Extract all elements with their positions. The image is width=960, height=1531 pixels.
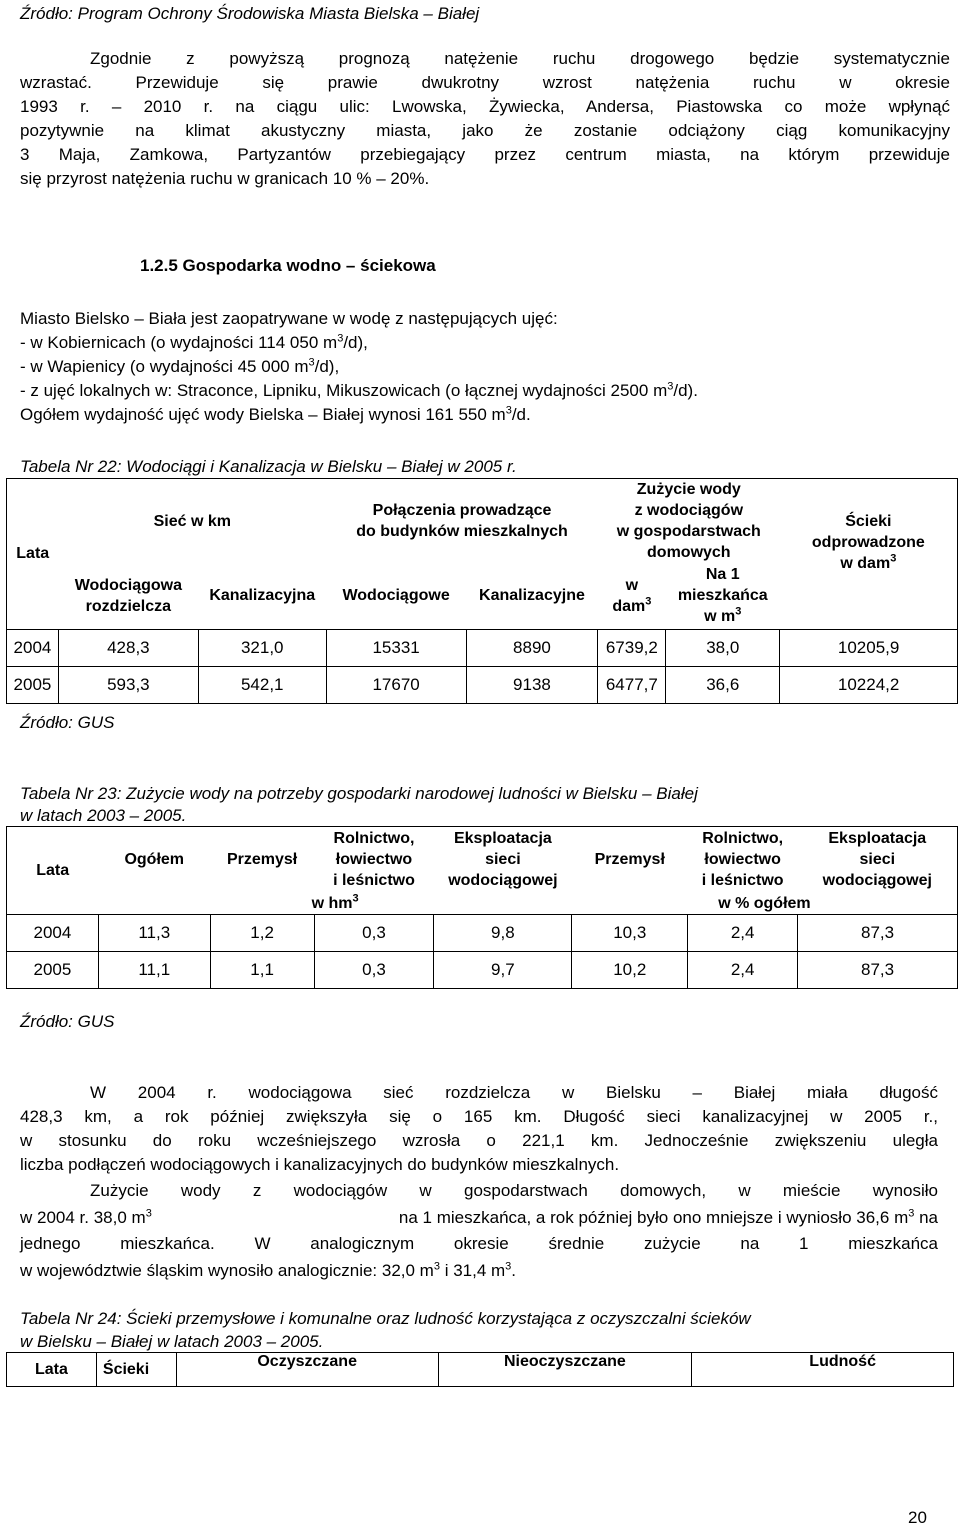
col-header-ogolem: Ogółem	[98, 827, 210, 893]
col-header-lata: Lata	[7, 827, 99, 915]
table-cell: 2005	[7, 952, 99, 989]
table-cell: 15331	[326, 629, 466, 666]
table-cell: 17670	[326, 666, 466, 703]
col-header-eksploatacja-pct: Eksploatacja sieci wodociągowej	[798, 827, 958, 893]
col-header-scieki: Ścieki odprowadzone w dam$^3$	[780, 479, 958, 630]
table-cell: 10,3	[572, 915, 688, 952]
table-cell: 2005	[7, 666, 59, 703]
table-row	[7, 952, 958, 989]
col-header-kanalizacyjne: Kanalizacyjne	[466, 563, 598, 629]
col-header-zuzycie: Zużycie wody z wodociągów w gospodarstwach domowych	[598, 479, 780, 564]
table-cell: 10224,2	[780, 666, 958, 703]
paragraph-line: w województwie śląskim wynosiło analogicznie: 32,0 $m^3$ i 31,4 $m^3$.	[20, 1260, 517, 1280]
col-header-przemysl: Przemysł	[210, 827, 314, 893]
col-header-przemysl-pct: Przemysł	[572, 827, 688, 893]
unit-hm3: w $hm^3$	[98, 893, 572, 915]
source-top: Źródło: Program Ochrony Środowiska Miasta Bielska – Białej	[20, 4, 480, 23]
table22-caption: Tabela Nr 22: Wodociągi i Kanalizacja w Bielsku – Białej w 2005 r.	[20, 457, 517, 476]
paragraph-line: wzrastać. Przewiduje się prawie dwukrotny wzrost natężenia ruchu w okresie	[20, 73, 950, 92]
page-number: 20	[908, 1508, 927, 1527]
paragraph-line: pozytywnie na klimat akustyczny miasta, jako że zostanie odciążony ciąg komunikacyjny	[20, 121, 950, 140]
table-cell: 8890	[466, 629, 598, 666]
table-cell: 593,3	[58, 666, 198, 703]
table-cell: 2004	[7, 915, 99, 952]
intake-item: - z ujęć lokalnych w: Straconce, Lipniku, Mikuszowicach (o łącznej wydajności 2500 $m^3/d$).	[20, 380, 698, 400]
table23-caption-line1: Tabela Nr 23: Zużycie wody na potrzeby gospodarki narodowej ludności w Bielsku – Białej	[20, 784, 698, 803]
table-cell: 11,1	[98, 952, 210, 989]
table-cell: 1,2	[210, 915, 314, 952]
col-header-wodociagowa: Wodociągowa rozdzielcza	[58, 563, 198, 629]
intake-item: - w Kobiernicach (o wydajności 114 050 $m^3/d$),	[20, 332, 368, 352]
col-header-scieki: Ścieki	[96, 1353, 176, 1387]
table-cell: 542,1	[198, 666, 326, 703]
paragraph-line: W 2004 r. wodociągowa sieć rozdzielcza w Bielsku – Białej miała długość	[90, 1083, 938, 1102]
table-cell: 11,3	[98, 915, 210, 952]
table-cell: 2,4	[688, 915, 798, 952]
table-cell: 2,4	[688, 952, 798, 989]
table-cell: 0,3	[314, 915, 434, 952]
col-header-rolnictwo-pct: Rolnictwo, łowiectwo i leśnictwo	[688, 827, 798, 893]
intakes-intro: Miasto Bielsko – Biała jest zaopatrywane w wodę z następujących ujęć:	[20, 309, 558, 328]
intake-item: - w Wapienicy (o wydajności 45 000 $m^3/d$),	[20, 356, 340, 376]
table22-source: Źródło: GUS	[20, 713, 115, 732]
table-row	[7, 629, 958, 666]
table-cell: 321,0	[198, 629, 326, 666]
table-row	[7, 915, 958, 952]
table-cell: 87,3	[798, 915, 958, 952]
col-header-siec: Sieć w km	[58, 479, 326, 564]
table-cell: 2004	[7, 629, 59, 666]
table-cell: 0,3	[314, 952, 434, 989]
paragraph-line: Zgodnie z powyższą prognozą natężenie ruchu drogowego będzie systematycznie	[90, 49, 950, 68]
paragraph-line: Zużycie wody z wodociągów w gospodarstwach domowych, w mieście wynosiło	[90, 1181, 938, 1200]
unit-percent: w % ogółem	[572, 893, 958, 915]
section-heading: 1.2.5 Gospodarka wodno – ściekowa	[140, 256, 436, 275]
table-cell: 38,0	[666, 629, 780, 666]
paragraph-line: w 2004 r. 38,0 $m^3$ na 1 mieszkańca, a rok później było ono mniejsze i wyniosło 36,6 $m^3$ na	[20, 1207, 938, 1227]
paragraph-line: liczba podłączeń wodociągowych i kanalizacyjnych do budynków mieszkalnych.	[20, 1155, 620, 1174]
table-cell: 87,3	[798, 952, 958, 989]
table-cell: 10205,9	[780, 629, 958, 666]
paragraph-line: 3 Maja, Zamkowa, Partyzantów przebiegający przez centrum miasta, na którym przewiduje	[20, 145, 950, 164]
col-header-nieoczyszczane: Nieoczyszczane	[438, 1353, 692, 1387]
table24-caption-line1: Tabela Nr 24: Ścieki przemysłowe i komunalne oraz ludność korzystająca z oczyszczalni ścieków	[20, 1309, 751, 1328]
table-cell: 9,7	[434, 952, 572, 989]
col-header-na-mieszkanca: Na 1 mieszkańca w $m^3$	[666, 563, 780, 629]
table23-source: Źródło: GUS	[20, 1012, 115, 1031]
table24-caption-line2: w Bielsku – Białej w latach 2003 – 2005.	[20, 1332, 324, 1351]
paragraph-line: się przyrost natężenia ruchu w granicach 10 % – 20%.	[20, 169, 430, 188]
col-header-w-dam: w dam$^3$	[598, 563, 666, 629]
col-header-rolnictwo: Rolnictwo, łowiectwo i leśnictwo	[314, 827, 434, 893]
col-header-kanalizacyjna: Kanalizacyjna	[198, 563, 326, 629]
paragraph-line: 428,3 km, a rok później zwiększyła się o 165 km. Długość sieci kanalizacyjnej w 2005 r.,	[20, 1107, 938, 1126]
table-cell: 1,1	[210, 952, 314, 989]
col-header-eksploatacja: Eksploatacja sieci wodociągowej	[434, 827, 572, 893]
table-row	[7, 666, 958, 703]
paragraph-line: 1993 r. – 2010 r. na ciągu ulic: Lwowska, Żywiecka, Andersa, Piastowska co może wpłynąć	[20, 97, 950, 116]
table24	[6, 1352, 954, 1387]
table-cell: 428,3	[58, 629, 198, 666]
table-cell: 36,6	[666, 666, 780, 703]
table22	[6, 478, 958, 704]
table-cell: 6477,7	[598, 666, 666, 703]
table23	[6, 826, 958, 989]
intake-total: Ogółem wydajność ujęć wody Bielska – Białej wynosi 161 550 $m^3/d$.	[20, 404, 531, 424]
col-header-ludnosc: Ludność	[692, 1353, 954, 1387]
table-cell: 10,2	[572, 952, 688, 989]
col-header-oczyszczane: Oczyszczane	[176, 1353, 438, 1387]
col-header-polaczenia: Połączenia prowadzące do budynków mieszkalnych	[326, 479, 598, 564]
table-cell: 9138	[466, 666, 598, 703]
paragraph-line: jednego mieszkańca. W analogicznym okresie średnie zużycie na 1 mieszkańca	[20, 1234, 938, 1253]
col-header-lata: Lata	[7, 1353, 97, 1387]
table-cell: 6739,2	[598, 629, 666, 666]
table23-caption-line2: w latach 2003 – 2005.	[20, 806, 187, 825]
col-header-lata: Lata	[7, 479, 59, 630]
table-cell: 9,8	[434, 915, 572, 952]
col-header-wodociagowe: Wodociągowe	[326, 563, 466, 629]
paragraph-line: w stosunku do roku wcześniejszego wzrosła o 221,1 km. Jednocześnie zwiększeniu uległa	[20, 1131, 938, 1150]
